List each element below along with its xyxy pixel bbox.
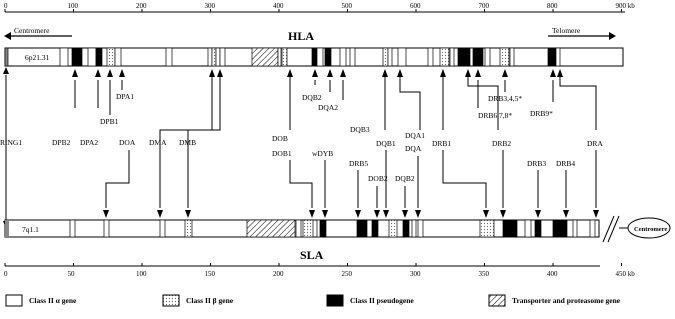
sla-chromosome-bar xyxy=(5,216,670,242)
hla-gene-block xyxy=(60,48,68,66)
arrowhead-icon xyxy=(500,210,506,218)
label-dqb2-lower: DQB2 xyxy=(395,174,415,183)
hla-scale-tick-label: 600 xyxy=(410,2,421,10)
legend-label-alpha: Class II α gene xyxy=(29,296,77,305)
label-dob: DOB xyxy=(272,134,288,143)
label-dqb1: DQB1 xyxy=(376,139,396,148)
sla-gene-block xyxy=(320,220,326,237)
sla-gene-block xyxy=(372,220,378,237)
label-drb3: DRB3 xyxy=(527,159,547,168)
hla-gene-block xyxy=(72,48,82,66)
sla-scale-tick-label: 450 kb xyxy=(615,270,635,278)
legend-swatch-alpha xyxy=(6,295,22,306)
label-doa: DOA xyxy=(119,138,136,147)
label-dmb: DMB xyxy=(179,138,197,147)
arrowhead-icon xyxy=(557,69,563,77)
legend-label-beta: Class II β gene xyxy=(186,296,234,305)
hla-gene-block xyxy=(282,48,287,66)
sla-gene-block xyxy=(357,220,367,237)
sla-gene-block xyxy=(590,220,595,237)
hla-gene-block xyxy=(350,48,355,66)
sla-scale xyxy=(4,263,635,278)
hla-gene-block xyxy=(115,48,121,66)
hla-gene-block xyxy=(398,48,406,66)
sla-gene-block xyxy=(247,220,295,237)
sla-gene-block xyxy=(403,220,409,237)
sla-gene-block xyxy=(70,220,75,237)
hla-scale-tick-label: 900 kb xyxy=(615,2,635,10)
hla-gene-block xyxy=(278,48,281,66)
sla-gene-block xyxy=(160,220,165,237)
arrowhead-icon xyxy=(593,210,599,218)
legend-swatch-pseudogene xyxy=(327,295,343,306)
sla-scale-tick-label: 50 xyxy=(67,270,75,278)
middle-labels xyxy=(0,131,603,183)
hla-gene-block xyxy=(485,48,490,66)
sla-gene-block xyxy=(418,220,423,237)
hla-gene-block xyxy=(216,48,220,66)
sla-scale-tick-label: 100 xyxy=(136,270,147,278)
hla-gene-block xyxy=(317,48,323,66)
label-wdyb: wDYB xyxy=(312,149,334,158)
hla-gene-block xyxy=(548,48,556,66)
hla-scale-tick-label: 300 xyxy=(204,2,215,10)
hla-gene-block xyxy=(325,48,331,66)
telomere-arrowhead-icon xyxy=(609,32,616,40)
hla-gene-block xyxy=(458,48,470,66)
arrowhead-icon xyxy=(535,210,541,218)
hla-gene-block xyxy=(220,48,225,66)
arrowhead-icon xyxy=(217,69,223,77)
legend-swatch-transporter xyxy=(489,295,505,306)
arrowhead-icon xyxy=(157,210,163,218)
label-dqa2: DQA2 xyxy=(318,103,338,112)
hla-gene-block xyxy=(312,48,317,66)
label-dra: DRA xyxy=(587,139,603,148)
legend xyxy=(6,295,621,306)
hla-scale-tick-label: 200 xyxy=(136,2,147,10)
arrowhead-icon xyxy=(402,210,408,218)
hla-title: HLA xyxy=(288,29,315,43)
hla-gene-block xyxy=(252,48,278,66)
arrowhead-icon xyxy=(374,210,380,218)
hla-gene-block xyxy=(96,48,102,66)
label-drb5: DRB5 xyxy=(349,159,369,168)
hla-gene-block xyxy=(340,48,346,66)
sla-gene-block xyxy=(296,220,301,237)
hla-gene-block xyxy=(88,48,96,66)
label-drb4: DRB4 xyxy=(556,159,576,168)
hla-gene-block xyxy=(428,48,433,66)
hla-gene-block xyxy=(440,48,449,66)
hla-telomere-label: Telomere xyxy=(552,26,581,35)
hla-gene-block xyxy=(383,48,388,66)
hla-scale-tick-label: 400 xyxy=(273,2,284,10)
hla-scale-tick-label: 500 xyxy=(341,2,352,10)
sla-gene-block xyxy=(573,220,577,237)
sla-scale-tick-label: 400 xyxy=(547,270,558,278)
label-dpa1: DPA1 xyxy=(116,92,135,101)
sla-title: SLA xyxy=(300,248,324,262)
label-dqa: DQA xyxy=(405,144,422,153)
hla-scale-tick-label: 100 xyxy=(67,2,78,10)
sla-band-label: 7q1.1 xyxy=(22,225,39,234)
sla-gene-block xyxy=(553,220,567,237)
legend-label-transporter: Transporter and proteasome gene xyxy=(512,296,621,305)
legend-swatch-beta xyxy=(163,295,179,306)
hla-gene-block xyxy=(450,48,454,66)
connector-arrowheads xyxy=(103,69,599,218)
label-dpa2: DPA2 xyxy=(80,138,99,147)
label-drb1: DRB1 xyxy=(432,139,452,148)
arrowhead-icon xyxy=(397,69,403,77)
sla-gene-block xyxy=(185,220,192,237)
arrowhead-icon xyxy=(415,210,421,218)
arrowhead-icon xyxy=(440,69,446,77)
sla-gene-block xyxy=(503,220,517,237)
label-drb345: DRB3,4,5* xyxy=(488,94,523,103)
label-dpb2: DPB2 xyxy=(52,138,71,147)
label-dqb2-upper: DQB2 xyxy=(302,93,322,102)
sla-gene-block xyxy=(104,220,109,237)
label-drb9: DRB9* xyxy=(530,109,553,118)
arrowhead-icon xyxy=(355,210,361,218)
arrowhead-icon xyxy=(563,210,569,218)
sla-gene-block xyxy=(525,220,531,237)
label-dqb3: DQB3 xyxy=(350,125,370,134)
label-drb2: DRB2 xyxy=(492,139,512,148)
hla-gene-block xyxy=(556,48,560,66)
label-dma: DMA xyxy=(149,138,167,147)
sla-scale-tick-label: 0 xyxy=(4,270,8,278)
arrowhead-icon xyxy=(287,69,293,77)
hla-gene-block xyxy=(500,48,509,66)
hla-gene-block xyxy=(107,48,115,66)
hla-upper-labels xyxy=(3,67,556,228)
sla-scale-tick-label: 150 xyxy=(204,270,215,278)
hla-scale xyxy=(4,2,635,12)
sla-gene-block xyxy=(480,220,494,237)
hla-gene-block xyxy=(212,48,216,66)
arrowhead-icon xyxy=(103,210,109,218)
arrowhead-icon xyxy=(185,210,191,218)
hla-gene-block xyxy=(473,48,483,66)
hla-gene-block xyxy=(510,48,514,66)
sla-scale-tick-label: 350 xyxy=(478,270,489,278)
arrowhead-icon xyxy=(483,210,489,218)
sla-scale-tick-label: 250 xyxy=(341,270,352,278)
hla-scale-tick-label: 700 xyxy=(478,2,489,10)
arrowhead-icon xyxy=(382,69,388,77)
hla-gene-block xyxy=(388,48,392,66)
legend-label-pseudogene: Class II pseudogene xyxy=(350,296,414,305)
hla-chromosome-bar xyxy=(5,48,623,66)
sla-gene-block xyxy=(389,220,397,237)
sla-scale-tick-label: 300 xyxy=(410,270,421,278)
label-dob1: DOB1 xyxy=(272,149,292,158)
label-dqa1: DQA1 xyxy=(405,131,425,140)
label-dpb1: DPB1 xyxy=(100,117,119,126)
arrowhead-icon xyxy=(465,69,471,77)
label-dob2: DOB2 xyxy=(368,174,388,183)
label-drb678: DRB6,7,8* xyxy=(478,111,513,120)
arrowhead-icon xyxy=(383,210,389,218)
sla-gene-block xyxy=(535,220,541,237)
hla-gene-block xyxy=(208,48,212,66)
arrowhead-icon xyxy=(309,210,315,218)
label-ring1: RING1 xyxy=(0,138,23,147)
arrowhead-icon xyxy=(209,69,215,77)
sla-scale-tick-label: 200 xyxy=(273,270,284,278)
arrowhead-icon xyxy=(322,210,328,218)
sla-gene-block xyxy=(412,220,416,237)
centromere-arrowhead-icon xyxy=(4,32,11,40)
sla-gene-block xyxy=(303,220,313,237)
hla-centromere-label: Centromere xyxy=(14,26,50,35)
hla-band-label: 6p21.31 xyxy=(25,53,50,62)
hla-scale-tick-label: 800 xyxy=(547,2,558,10)
hla-gene-block xyxy=(5,48,8,66)
hla-gene-block xyxy=(166,48,172,66)
hla-scale-tick-label: 0 xyxy=(4,2,8,10)
sla-centromere-label: Centromere xyxy=(634,226,668,233)
